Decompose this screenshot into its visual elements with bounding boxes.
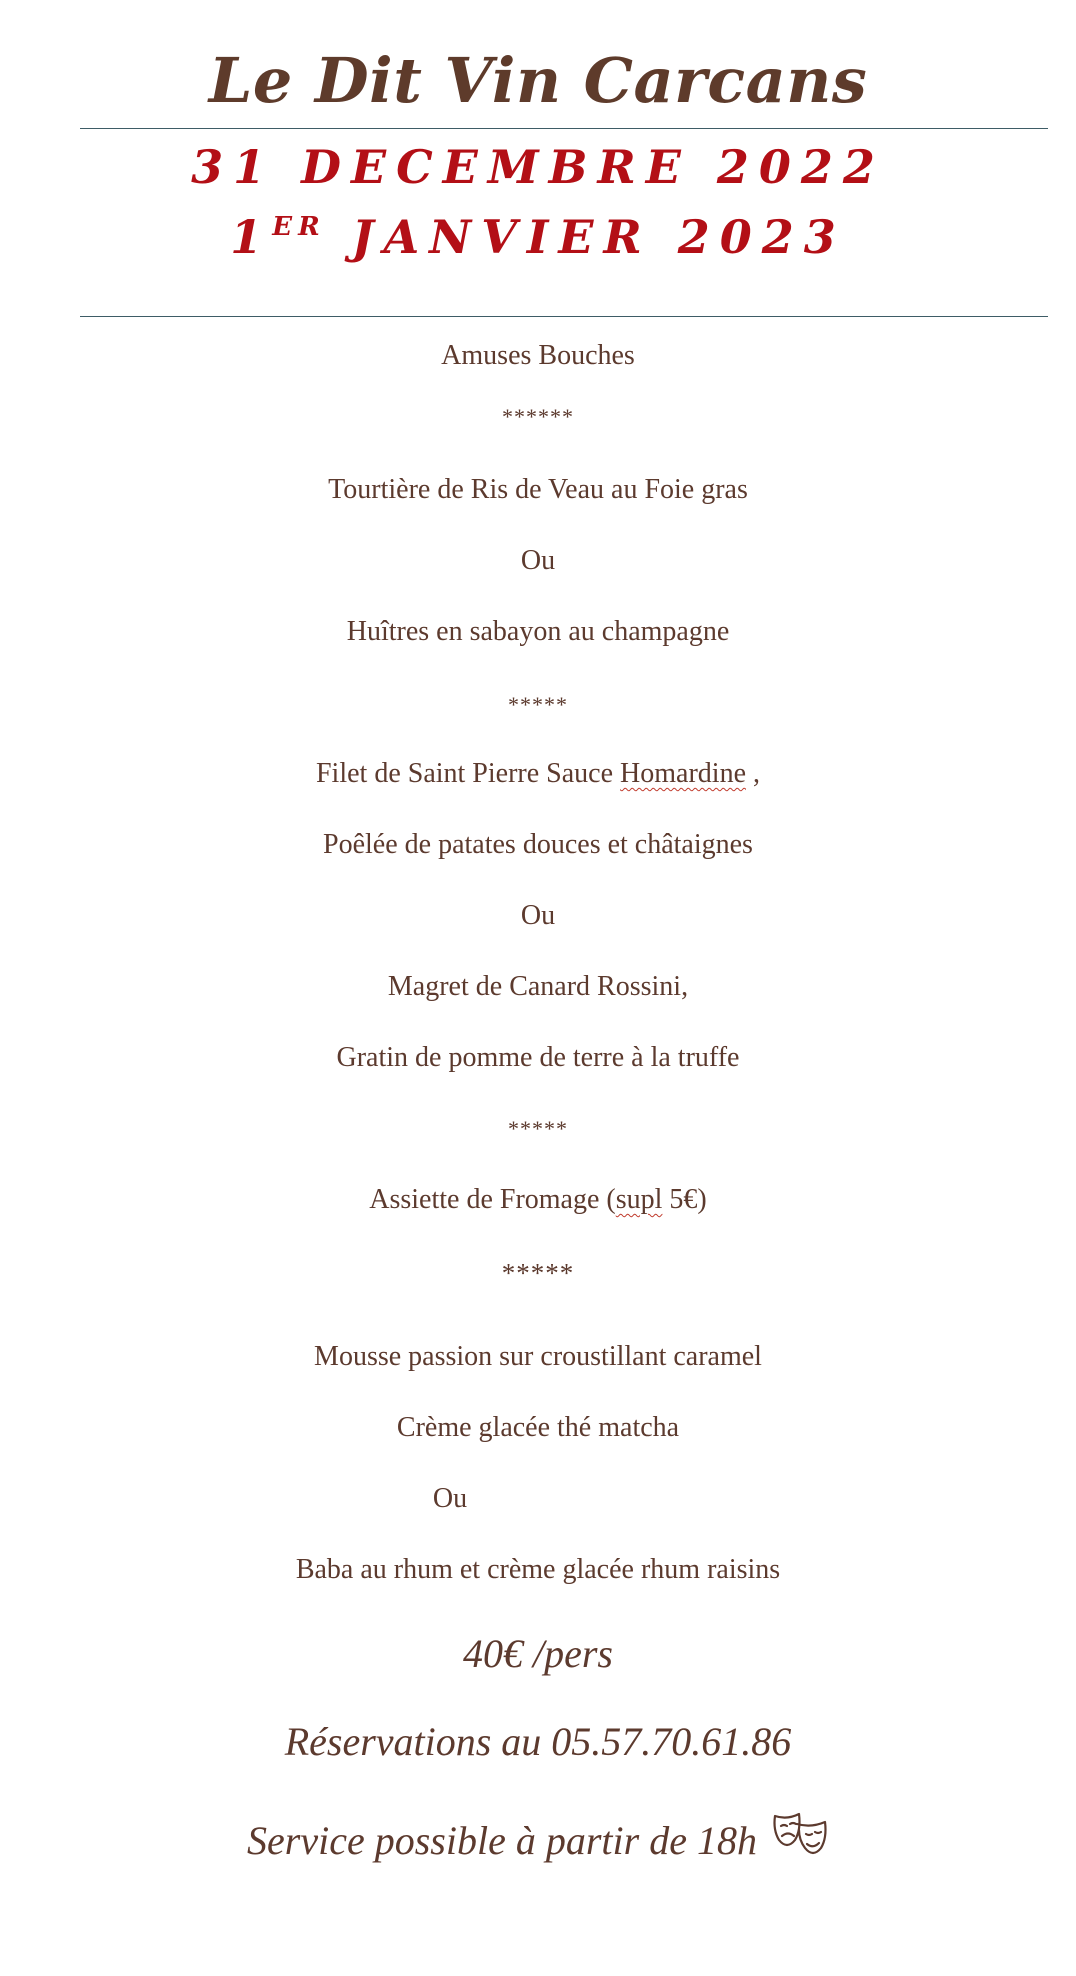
- or-2: Ou: [520, 900, 556, 931]
- separator-1: ******: [502, 404, 574, 429]
- theater-masks-icon: [771, 1810, 829, 1870]
- homardine-word: Homardine: [620, 758, 746, 789]
- reservations: Réservations au 05.57.70.61.86: [284, 1719, 792, 1764]
- date-month-year: JANVIER 2023: [351, 210, 846, 264]
- main1-suffix: ,: [746, 758, 760, 789]
- cheese-prefix: Assiette de Fromage (: [369, 1184, 616, 1215]
- main-option-1: [0, 758, 1076, 790]
- date-suffix: ER: [272, 212, 326, 242]
- cheese-plate: [0, 1184, 1076, 1216]
- supl-word: supl: [615, 1184, 663, 1215]
- top-divider: [80, 128, 1048, 129]
- dessert-option-2: Baba au rhum et crème glacée rhum raisins: [295, 1554, 781, 1585]
- date-line-1: 31 DECEMBRE 2022: [191, 140, 885, 194]
- cheese-suffix: 5€): [662, 1184, 707, 1215]
- dessert-option-1-side: Crème glacée thé matcha: [396, 1412, 680, 1443]
- service-text: Service possible à partir de 18h: [247, 1818, 757, 1863]
- price: 40€ /pers: [463, 1631, 613, 1676]
- service-hours: [0, 1810, 1076, 1870]
- date-day: 1: [230, 210, 273, 264]
- main-option-2-side: Gratin de pomme de terre à la truffe: [336, 1042, 740, 1073]
- separator-2: *****: [508, 692, 568, 717]
- or-3: Ou: [432, 1483, 468, 1514]
- date-line-2: [0, 210, 1076, 264]
- starter-option-1: Tourtière de Ris de Veau au Foie gras: [328, 474, 748, 505]
- separator-3: *****: [508, 1116, 568, 1141]
- restaurant-title: Le Dit Vin Carcans: [208, 44, 868, 117]
- separator-4: *****: [501, 1258, 575, 1288]
- main-option-2: Magret de Canard Rossini,: [387, 971, 689, 1002]
- bottom-divider: [80, 316, 1048, 317]
- main1-prefix: Filet de Saint Pierre Sauce: [315, 758, 621, 789]
- starter-option-2: Huîtres en sabayon au champagne: [346, 616, 730, 647]
- amuses-bouches: Amuses Bouches: [441, 340, 635, 371]
- dessert-option-1: Mousse passion sur croustillant caramel: [314, 1341, 762, 1372]
- main-option-1-side: Poêlée de patates douces et châtaignes: [323, 829, 753, 860]
- or-1: Ou: [520, 545, 556, 576]
